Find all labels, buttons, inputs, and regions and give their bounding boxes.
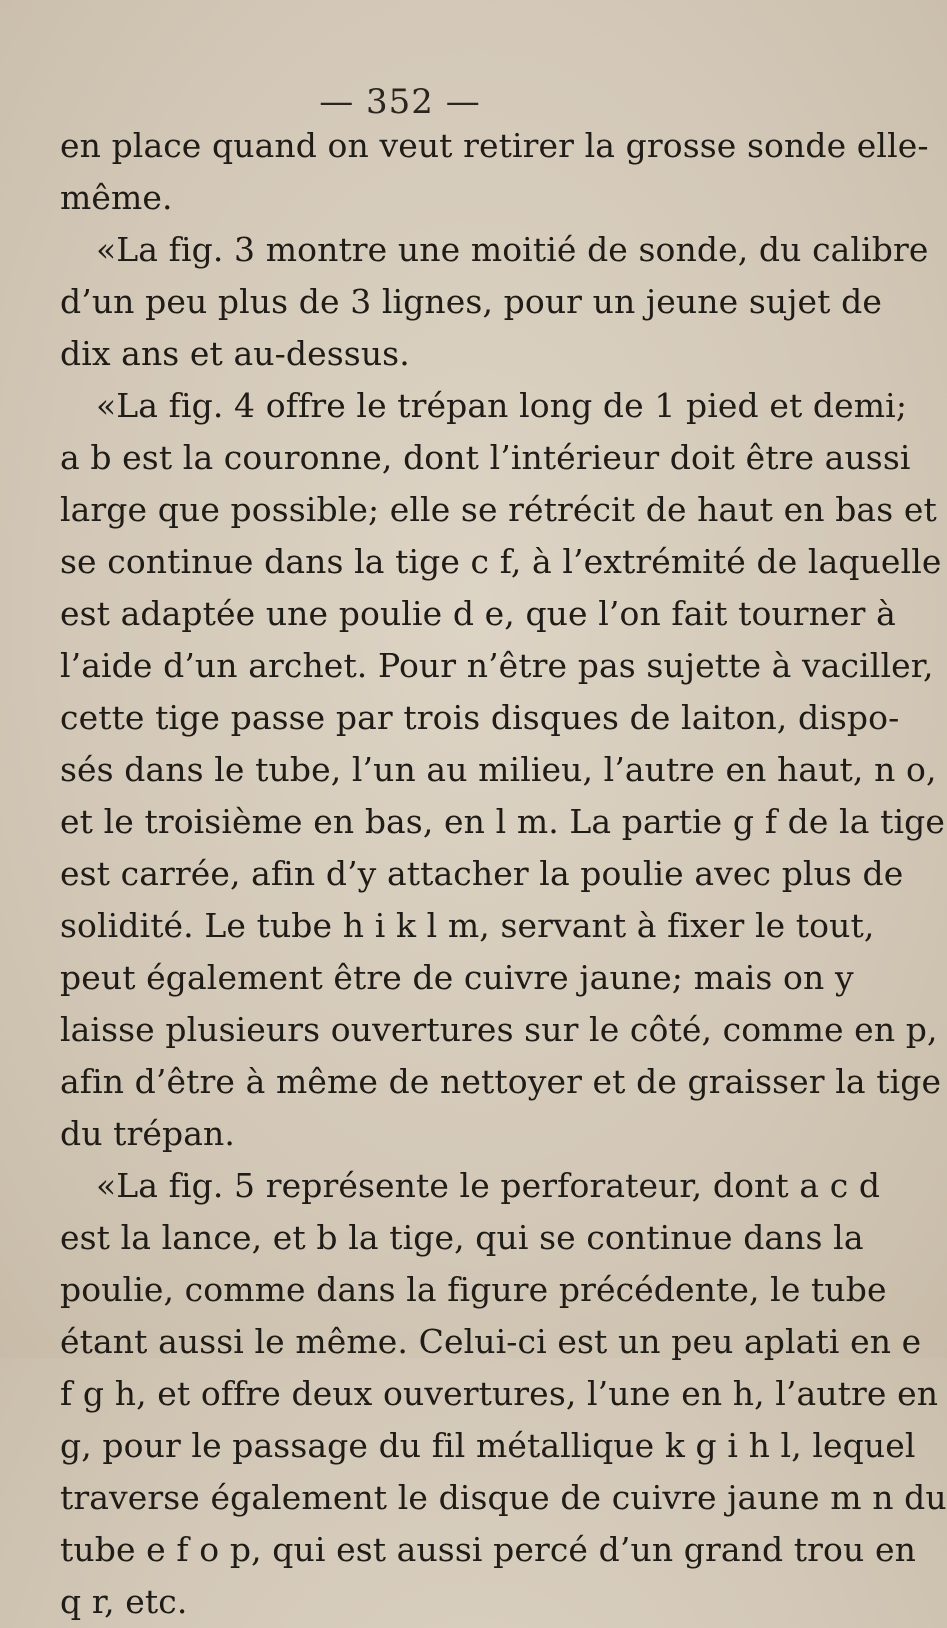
text-line: q r, etc.	[60, 1582, 188, 1621]
text-line: «La fig. 3 montre une moitié de sonde, du calibre	[96, 230, 929, 269]
text-line: afin d’être à même de nettoyer et de graisser la tige	[60, 1062, 942, 1101]
text-line: du trépan.	[60, 1114, 235, 1153]
body-text	[60, 120, 947, 1628]
text-line: laisse plusieurs ouvertures sur le côté, comme en p,	[60, 1010, 938, 1049]
text-line: dix ans et au-dessus.	[60, 334, 410, 373]
text-line: f g h, et offre deux ouvertures, l’une en h, l’autre en	[60, 1374, 939, 1413]
page-number: — 352 —	[319, 82, 481, 122]
text-line: se continue dans la tige c f, à l’extrémité de laquelle	[60, 542, 942, 581]
text-line: poulie, comme dans la figure précédente, le tube	[60, 1270, 887, 1309]
text-line: cette tige passe par trois disques de laiton, dispo-	[60, 698, 900, 737]
text-line: et le troisième en bas, en l m. La partie g f de la tige	[60, 802, 945, 841]
text-line: «La fig. 4 offre le trépan long de 1 pied et demi;	[96, 386, 908, 425]
text-line: étant aussi le même. Celui-ci est un peu aplati en e	[60, 1322, 922, 1361]
text-line: est carrée, afin d’y attacher la poulie avec plus de	[60, 854, 904, 893]
text-line: est adaptée une poulie d e, que l’on fait tourner à	[60, 594, 896, 633]
text-line: a b est la couronne, dont l’intérieur doit être aussi	[60, 438, 911, 477]
text-line: «La fig. 5 représente le perforateur, dont a c d	[96, 1166, 881, 1205]
text-line: traverse également le disque de cuivre jaune m n du	[60, 1478, 947, 1517]
text-line: est la lance, et b la tige, qui se continue dans la	[60, 1218, 864, 1257]
text-line: en place quand on veut retirer la grosse sonde elle-	[60, 126, 929, 165]
text-line: l’aide d’un archet. Pour n’être pas sujette à vaciller,	[60, 646, 934, 685]
text-line: sés dans le tube, l’un au milieu, l’autre en haut, n o,	[60, 750, 937, 789]
text-line: même.	[60, 178, 173, 217]
text-line: tube e f o p, qui est aussi percé d’un grand trou en	[60, 1530, 916, 1569]
text-line: peut également être de cuivre jaune; mais on y	[60, 958, 854, 997]
text-line: solidité. Le tube h i k l m, servant à fixer le tout,	[60, 906, 875, 945]
text-line: d’un peu plus de 3 lignes, pour un jeune sujet de	[60, 282, 882, 321]
text-line: g, pour le passage du fil métallique k g i h l, lequel	[60, 1426, 916, 1465]
text-line: large que possible; elle se rétrécit de haut en bas et	[60, 490, 937, 529]
